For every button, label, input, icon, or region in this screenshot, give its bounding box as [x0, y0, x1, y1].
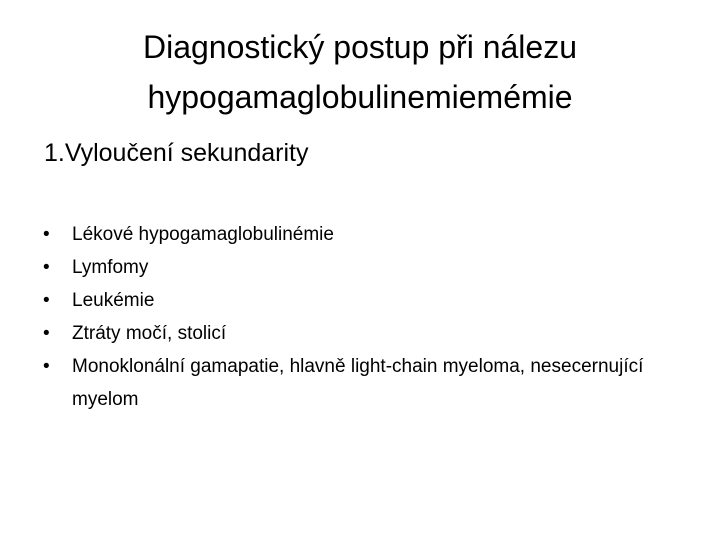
- list-item-text: Leukémie: [72, 290, 155, 311]
- bullet-icon: •: [43, 224, 50, 245]
- list-item: [43, 251, 683, 284]
- list-item-text: Lymfomy: [72, 257, 149, 278]
- section-heading: 1.Vyloučení sekundarity: [44, 139, 309, 167]
- list-item: [43, 218, 683, 251]
- list-item-text: Monoklonální gamapatie, hlavně light-chain myeloma, nesecernující myelom: [72, 356, 644, 410]
- list-item-text: Lékové hypogamaglobulinémie: [72, 224, 334, 245]
- list-item-text: Ztráty močí, stolicí: [72, 323, 227, 344]
- slide-title: [0, 22, 720, 122]
- bullet-icon: •: [43, 356, 50, 377]
- slide-title-line-2: hypogamaglobulinemiemémie: [147, 79, 573, 115]
- bullet-icon: •: [43, 257, 50, 278]
- list-item: [43, 350, 683, 416]
- list-item: [43, 284, 683, 317]
- list-item: [43, 317, 683, 350]
- bullet-icon: •: [43, 323, 50, 344]
- bullet-list: [43, 218, 683, 416]
- slide-title-line-1: Diagnostický postup při nálezu: [142, 29, 577, 65]
- bullet-icon: •: [43, 290, 50, 311]
